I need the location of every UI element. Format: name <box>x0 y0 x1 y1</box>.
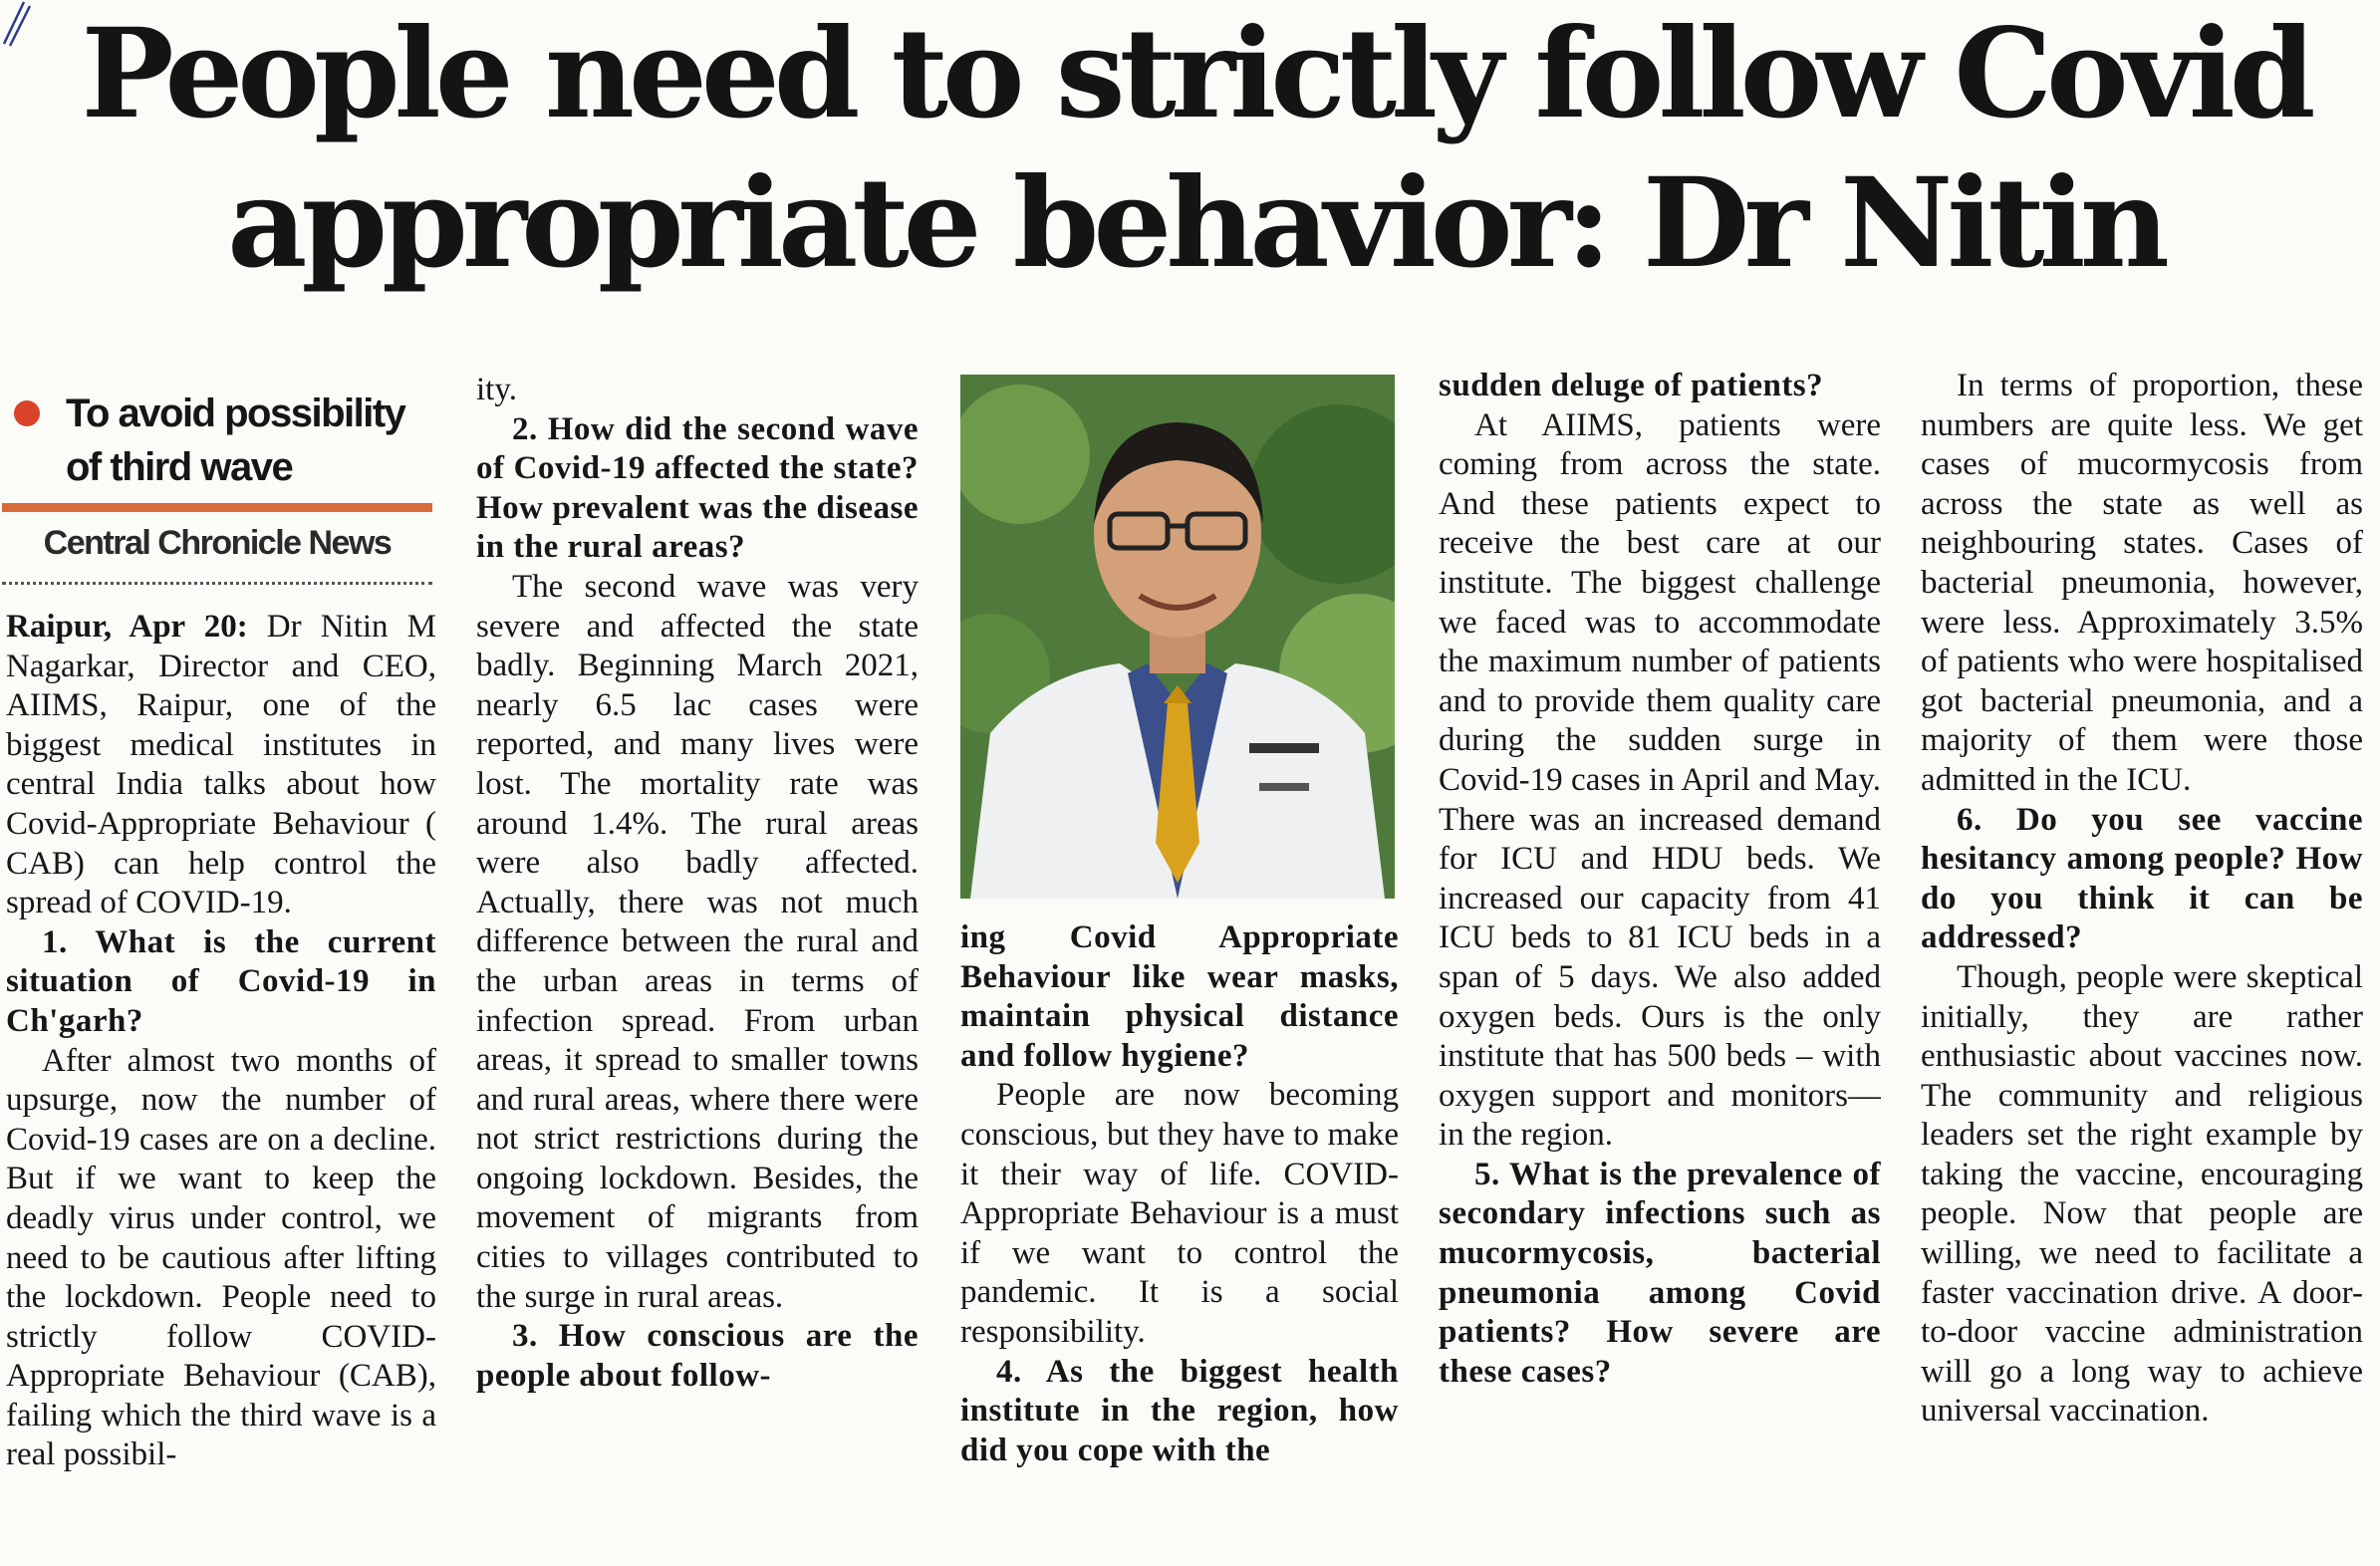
headline <box>30 0 2361 299</box>
kicker <box>6 387 436 494</box>
kicker-rule <box>2 503 432 512</box>
intro-text: Dr Nitin M Nagarkar, Director and CEO, AIIMS, Raipur, one of the biggest medical institutes in central India talks about how Covid-Appropriate Behaviour ( CAB) can help control the spread of COVID-19. <box>6 609 436 921</box>
column-5 <box>1921 367 2363 1562</box>
headline-line-2: appropriate behavior: Dr Nitin <box>227 151 2164 296</box>
byline: Central Chronicle News <box>43 524 392 562</box>
question-4-continued: sudden deluge of patients? <box>1439 368 1824 403</box>
answer-6: Though, people were skeptical initially, they are rather enthusiastic about vaccines now. The community and religious leaders set the right example by taking the vaccine, encouraging people. Now that people are willing, we need to facilitate a faster vaccination drive. A door-to-door vaccine administration will go a long way to achieve universal vaccination. <box>1921 958 2363 1430</box>
question-1: 1. What is the current situation of Covid-19 in Ch'garh? <box>6 923 436 1039</box>
answer-4: At AIIMS, patients were coming from across the state. And these patients expect to receive the best care at our institute. The biggest challenge we faced was to accommodate the maximum number of patients and to provide them quality care during the sudden surge in Covid-19 cases in April and May. There was an increased demand for ICU and HDU beds. We increased our capacity from 41 ICU beds to 81 ICU beds in a span of 5 days. We also added oxygen beds. Ours is the only institute that has 500 beds – with oxygen support and monitors— in the region. <box>1439 406 1881 1154</box>
question-3-continued: ing Covid Appropriate Behaviour like wear masks, maintain physical distance and follow hygiene? <box>960 919 1399 1074</box>
headline-line-1: People need to strictly follow Covid <box>81 2 2310 146</box>
kicker-line-2: of third wave <box>66 445 293 489</box>
column-4 <box>1439 367 1881 1562</box>
question-4: 4. As the biggest health institute in the region, how did you cope with the <box>960 1353 1399 1468</box>
column-3 <box>960 918 1399 1566</box>
answer-1: After almost two months of upsurge, now the number of Covid-19 cases are on a decline. But if we want to keep the deadly virus under control, we need to be cautious after lifting the lockdown. People need to strictly follow COVID-Appropriate Behaviour (CAB), failing which the third wave is a real possibil- <box>6 1042 436 1473</box>
portrait-illustration-icon <box>960 375 1395 899</box>
bullet-dot-icon <box>14 400 40 426</box>
portrait-photo <box>960 375 1395 899</box>
question-3: 3. How conscious are the people about follow- <box>476 1318 919 1394</box>
answer-3: People are now becoming conscious, but they have to make it their way of life. COVID-Appropriate Behaviour is a must if we want to control the pandemic. It is a social responsibility. <box>960 1077 1399 1350</box>
answer-2: The second wave was very severe and affected the state badly. Beginning March 2021, nearly 6.5 lac cases were reported, and many lives were lost. The mortality rate was around 1.4%. The rural areas were also badly affected. Actually, there was not much difference between the rural and the urban areas in terms of infection spread. From urban areas, it spread to smaller towns and rural areas, where there were not strict restrictions during the ongoing lockdown. Besides, the movement of migrants from cities to villages contributed to the surge in rural areas. <box>476 568 919 1315</box>
kicker-line-1: To avoid possibility <box>66 392 405 435</box>
question-6: 6. Do you see vaccine hesitancy among people? How do you think it can be addressed? <box>1921 801 2363 956</box>
question-2: 2. How did the second wave of Covid-19 affected the state? How prevalent was the disease in the rural areas? <box>476 410 919 566</box>
answer-5: In terms of proportion, these numbers are quite less. We get cases of mucormycosis from across the state as well as neighbouring states. Cases of bacterial pneumonia, however, were less. Approximately 3.5% of patients who were hospitalised got bacterial pneumonia, and a majority of them were those admitted in the ICU. <box>1921 368 2363 798</box>
intro-paragraph <box>6 608 436 923</box>
column-2 <box>476 371 919 1566</box>
answer-1-continued: ity. <box>476 372 517 407</box>
column-1 <box>6 608 436 1564</box>
dateline: Raipur, Apr 20: <box>6 609 248 645</box>
byline-dotted-rule <box>2 582 432 585</box>
question-5: 5. What is the prevalence of secondary infections such as mucormycosis, bacterial pneumonia among Covid patients? How severe are these cases? <box>1439 1156 1881 1390</box>
